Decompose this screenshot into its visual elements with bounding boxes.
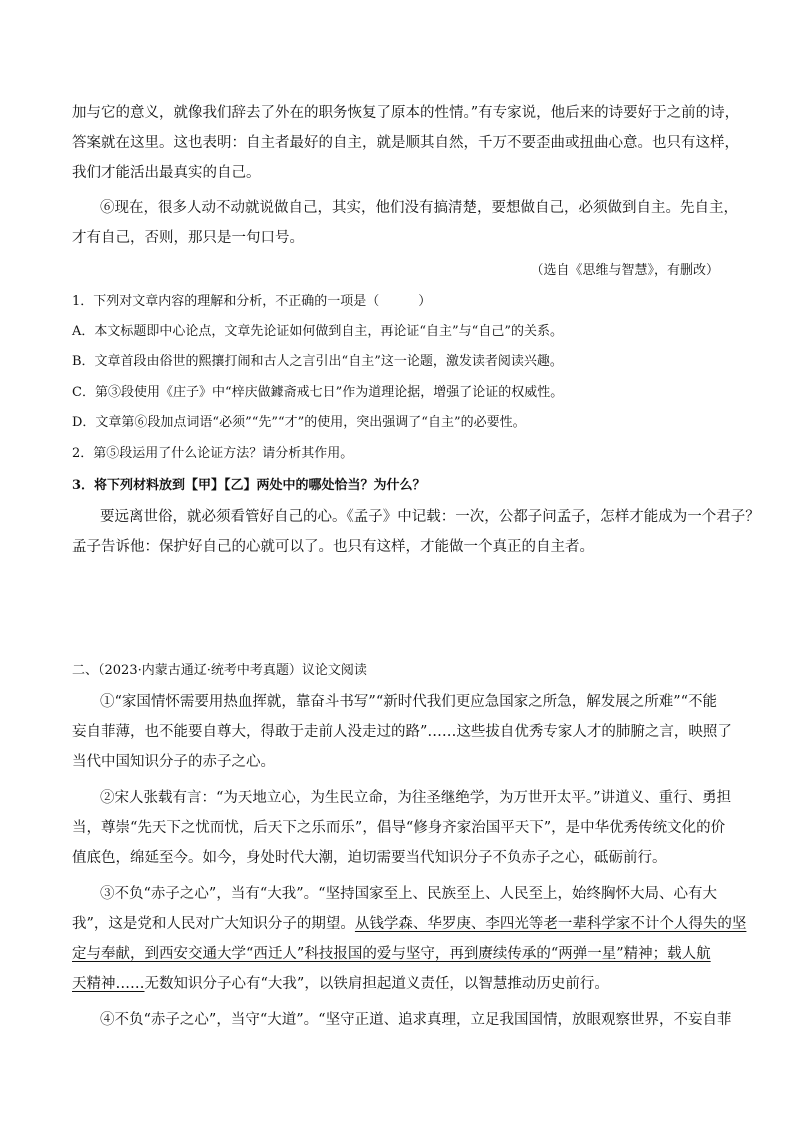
passage-line: 我们才能活出最真实的自己。 [72,165,261,181]
section-heading: 二、（2023·内蒙古通辽·统考中考真题）议论文阅读 [72,663,367,678]
plain-text: 无数知识分子心有“大我”，以铁肩担起道义责任，以智慧推动历史前行。 [144,976,609,992]
underlined-text: 定与奉献，到西安交通大学“西迁人”科技报国的爱与坚守，再到赓续传承的“两弹一星”精神；载人航 [72,946,711,962]
paragraph-6-line: 才有自己，否则，那只是一句口号。 [72,230,304,246]
paragraph-3-line [72,914,747,934]
paragraph-3-line [72,944,722,964]
passage-line: 加与它的意义，就像我们辞去了外在的职务恢复了原本的性情。”有专家说，他后来的诗要好于之前的诗， [72,105,740,121]
paragraph-1-line: ①“家国情怀需要用热血挥就，靠奋斗书写”“新时代我们更应急国家之所急，解发展之所难”“不能 [100,694,718,710]
material-line: 要远离世俗，就必须看管好自己的心。《孟子》中记载：一次，公都子问孟子，怎样才能成为一个君子？ [100,509,760,525]
paragraph-4-line: ④不负“赤子之心”，当守“大道”。“坚守正道、追求真理，立足我国国情，放眼观察世界，不妄自菲 [100,1012,732,1028]
option-d: D．文章第⑥段加点词语“必须”“先”“才”的使用，突出强调了“自主”的必要性。 [72,415,526,430]
underlined-text: 天精神…… [72,976,145,992]
option-a: A．本文标题即中心论点，文章先论证如何做到自主，再论证“自主”与“自己”的关系。 [72,324,563,339]
option-b: B．文章首段由俗世的熙攘打闹和古人之言引出“自主”这一论题，激发读者阅读兴趣。 [72,354,563,369]
material-line: 孟子告诉他：保护好自己的心就可以了。也只有这样，才能做一个真正的自主者。 [72,539,594,555]
underlined-text: 从钱学森、华罗庚、李四光等老一辈科学家不计个人得失的坚 [354,916,747,932]
question-1: 1．下列对文章内容的理解和分析，不正确的一项是（ ） [72,294,432,309]
source-citation: （选自《思维与智慧》，有删改） [530,263,719,278]
question-3: 3．将下列材料放到【甲】【乙】两处中的哪处恰当？为什么？ [72,478,426,493]
option-c: C．第③段使用《庄子》中“梓庆做鐻斋戒七日”作为道理论据，增强了论证的权威性。 [72,385,564,400]
question-2: 2．第⑤段运用了什么论证方法？请分析其作用。 [72,446,354,461]
paragraph-6-line: ⑥现在，很多人动不动就说做自己，其实，他们没有搞清楚，要想做自己，必须做到自主。先自主， [100,200,738,216]
paragraph-2-line: 当，尊崇“先天下之忧而忧，后天下之乐而乐”，倡导“修身齐家治国平天下”，是中华优秀传统文化的价 [72,820,726,836]
passage-line: 答案就在这里。这也表明：自主者最好的自主，就是顺其自然，千万不要歪曲或扭曲心意。也只有这样， [72,135,739,151]
paragraph-2-line: 值底色，绵延至今。如今，身处时代大潮，迫切需要当代知识分子不负赤子之心，砥砺前行。 [72,850,667,866]
paragraph-3-line: ③不负“赤子之心”，当有“大我”。“坚持国家至上、民族至上、人民至上，始终胸怀大局、心有大 [100,886,718,902]
paragraph-2-line: ②宋人张载有言：“为天地立心，为生民立命，为往圣继绝学，为万世开太平。”讲道义、重行、勇担 [100,790,732,806]
plain-text: 我”，这是党和人民对广大知识分子的期望。 [72,916,355,932]
paragraph-1-line: 妄自菲薄，也不能要自尊大，得敢于走前人没走过的路”……这些拔自优秀专家人才的肺腑之言，映照了 [72,724,732,740]
paragraph-3-line [72,974,722,994]
paragraph-1-line: 当代中国知识分子的赤子之心。 [72,754,275,770]
